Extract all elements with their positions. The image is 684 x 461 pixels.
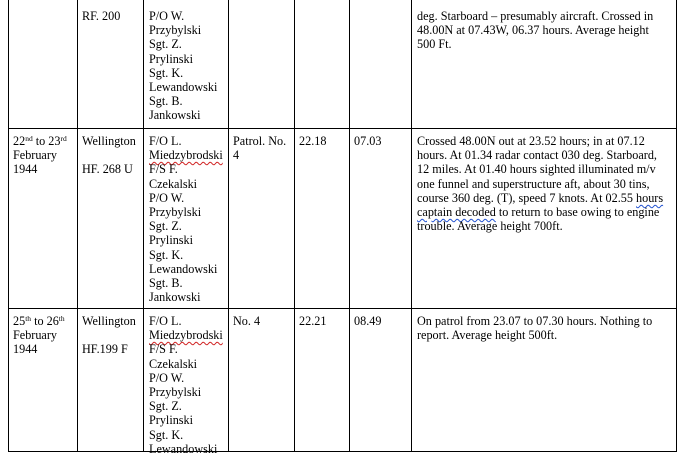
crew-line: P/O W. [149, 9, 185, 23]
crew-line: Prylinski [149, 233, 194, 248]
crew-line: Miedzybrodski [149, 148, 223, 163]
aircraft-type: Wellington [82, 134, 136, 148]
crew-line: Przybylski [149, 385, 202, 400]
crew-line: Miedzybrodski [149, 328, 223, 343]
crew-line: Czekalski [149, 356, 198, 371]
column-divider [294, 0, 295, 452]
date-month: February [13, 148, 57, 163]
crew-line: F/O L. [149, 314, 182, 328]
ordinal-suffix: th [25, 314, 32, 323]
crew-line: Sgt. K. [149, 65, 184, 80]
date-cell [13, 314, 65, 357]
crew-list [149, 314, 223, 456]
details-text: deg. Starboard – presumably aircraft. Crossed in 48.00N at 07.43W, 06.37 hours. Average height 500 Ft. [417, 9, 654, 52]
crew-list [149, 134, 223, 304]
column-divider [411, 0, 412, 452]
time-down: 08.49 [354, 314, 382, 328]
crew-line: F/S F. [149, 162, 178, 177]
crew-line: Jankowski [149, 108, 201, 123]
date-start-day: 22 [13, 134, 26, 148]
date-start-day: 25 [13, 314, 26, 328]
crew-line: Prylinski [149, 51, 194, 66]
crew-line: Czekalski [149, 176, 198, 191]
table-border-bottom [8, 451, 677, 452]
crew-line: Przybylski [149, 205, 202, 220]
crew-line: Sgt. Z. [149, 37, 182, 52]
aircraft-id: HF.199 F [82, 342, 128, 357]
column-divider [77, 0, 78, 452]
spacer [82, 328, 136, 342]
date-range [13, 314, 65, 328]
details-text: On patrol from 23.07 to 07.30 hours. Nothing to report. Average height 500ft. [417, 314, 653, 343]
date-year: 1944 [13, 162, 38, 177]
crew-line: Lewandowski [149, 441, 218, 456]
ordinal-suffix: nd [25, 134, 33, 143]
aircraft-id: HF. 268 U [82, 162, 133, 177]
crew-line: Lewandowski [149, 261, 218, 276]
duty-cell [233, 134, 286, 162]
crew-line: Prylinski [149, 413, 194, 428]
date-end-day: to 23 [32, 134, 61, 148]
date-cell [13, 134, 67, 177]
crew-line: Jankowski [149, 290, 201, 305]
spacer [82, 148, 136, 162]
ordinal-suffix: rd [60, 134, 67, 143]
column-divider [349, 0, 350, 452]
date-end-day: to 26 [31, 314, 59, 328]
crew-line: P/O W. [149, 190, 185, 205]
aircraft-type: Wellington [82, 314, 136, 328]
aircraft-cell [82, 314, 136, 357]
duty-text: No. 4 [233, 314, 261, 328]
crew-line: Sgt. K. [149, 247, 184, 262]
crew-line: F/S F. [149, 342, 178, 357]
time-up: 22.21 [299, 314, 327, 328]
date-month: February [13, 328, 57, 343]
crew-line: Sgt. Z. [149, 219, 182, 234]
duty-text: Patrol. No. [233, 134, 287, 148]
table-border-left [8, 0, 9, 452]
crew-list [149, 9, 217, 123]
crew-line: Sgt. B. [149, 276, 183, 291]
crew-line: Lewandowski [149, 80, 218, 95]
time-up: 22.18 [299, 134, 327, 148]
date-range [13, 134, 67, 148]
crew-line: Sgt. K. [149, 427, 184, 442]
duty-number: 4 [233, 148, 240, 163]
aircraft-id: RF. 200 [82, 9, 121, 23]
crew-line: Sgt. B. [149, 94, 183, 109]
column-divider [143, 0, 144, 452]
details-text [417, 134, 667, 233]
crew-line: F/O L. [149, 134, 182, 148]
row-divider [8, 308, 677, 309]
details-part: to return to base owing to engine trouble. Average height 700ft. [417, 205, 660, 234]
details-part: Crossed 48.00N out at 23.52 hours; in at 07.12 hours. At 01.34 radar contact 030 deg. Starboard, 12 miles. At 01.40 hours sighted illuminated m/v one funnel and superstructure aft, about 30 tins, course 360 deg. (T), speed 7 knots. At 02.55 [417, 134, 657, 205]
crew-line: P/O W. [149, 370, 185, 385]
row-divider [8, 128, 677, 129]
table-border-right [676, 0, 677, 452]
details-part: hours captain decoded [417, 190, 664, 220]
crew-line: Sgt. Z. [149, 399, 182, 414]
ordinal-suffix: th [58, 314, 65, 323]
aircraft-cell [82, 134, 136, 177]
column-divider [228, 0, 229, 452]
time-down: 07.03 [354, 134, 382, 148]
date-year: 1944 [13, 342, 38, 357]
crew-line: Przybylski [149, 23, 202, 38]
